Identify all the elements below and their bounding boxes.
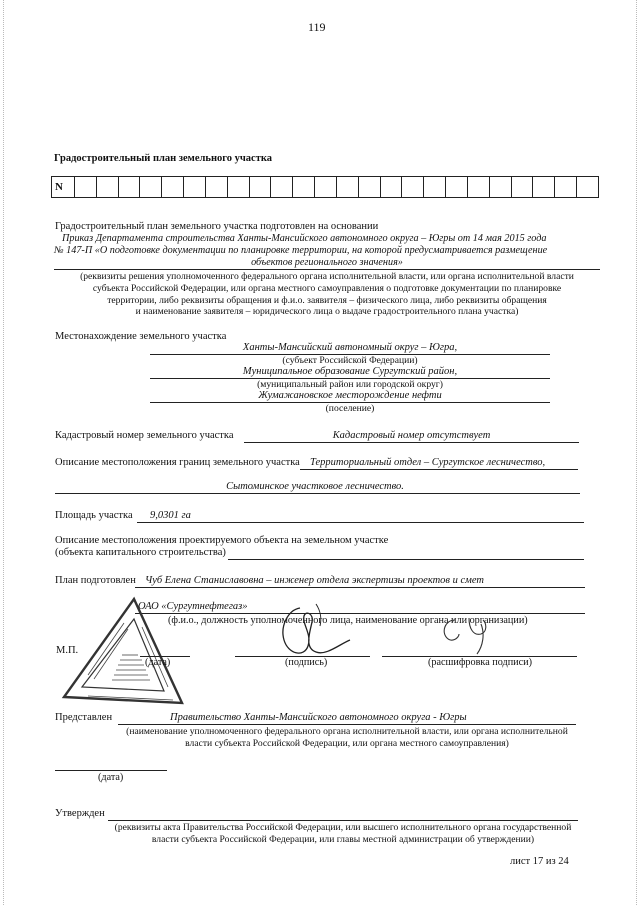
basis-heading: Градостроительный план земельного участка подготовлен на основании: [55, 221, 379, 232]
basis-line-1: Приказ Департамента строительства Ханты-Мансийского автономного округа – Югры от 14 мая 2015 года: [62, 233, 547, 244]
location-district: Муниципальное образование Сургутский район,: [242, 366, 458, 377]
date-caption: (дата): [145, 657, 171, 668]
page-edge-left: [3, 0, 4, 905]
decode-caption: (расшифровка подписи): [428, 657, 532, 668]
area-value: 9,0301 га: [150, 510, 191, 521]
document-title: Градостроительный план земельного участка: [54, 153, 273, 164]
location-label: Местонахождение земельного участка: [55, 331, 227, 342]
location-subject: Ханты-Мансийский автономный округ – Югра,: [242, 342, 458, 353]
area-underline: [137, 522, 584, 523]
presented-underline: [118, 724, 576, 725]
boundaries-value-1: Территориальный отдел – Сургутское лесничество,: [310, 457, 546, 468]
presented-caption-2: власти субъекта Российской Федерации, или органа местного самоуправления): [185, 738, 509, 749]
number-label: N: [55, 181, 63, 193]
prepared-underline-1: [135, 587, 585, 588]
page-edge-right: [636, 0, 637, 905]
basis-line-2: № 147-П «О подготовке документации по планировке территории, на которой предусматривается размещение: [54, 245, 548, 256]
approved-caption-2: власти субъекта Российской Федерации, или главы местной администрации об утверждении): [151, 834, 535, 845]
prepared-value: Чуб Елена Станиславовна – инженер отдела экспертизы проектов и смет: [145, 575, 484, 586]
signature-scribble: [260, 600, 370, 662]
district-caption: (муниципальный район или городской округ): [257, 379, 443, 390]
settlement-caption: (поселение): [325, 403, 375, 414]
cadastral-label: Кадастровый номер земельного участка: [55, 430, 234, 441]
page-number: 119: [308, 20, 326, 34]
cadastral-underline: [244, 442, 579, 443]
project-object-underline: [228, 559, 584, 560]
boundaries-underline-2: [55, 493, 580, 494]
basis-line-3: объектов регионального значения»: [251, 257, 403, 268]
basis-caption-4: и наименование заявителя – юридического лица о выдаче градостроительного плана участка): [135, 306, 519, 317]
basis-caption-3: территории, либо реквизиты обращения и ф.и.о. заявителя – физического лица, либо реквизиты обращения: [107, 295, 547, 306]
sheet-counter: лист 17 из 24: [510, 856, 569, 867]
subject-caption: (субъект Российской Федерации): [282, 355, 418, 366]
project-object-label-2: (объекта капитального строительства): [55, 547, 226, 558]
presented-date-caption: (дата): [98, 772, 124, 783]
basis-caption-2: субъекта Российской Федерации, или органа местного самоуправления о подготовке документации по планировке: [92, 283, 562, 294]
basis-underline: [54, 269, 600, 270]
plan-number-grid[interactable]: [51, 176, 599, 198]
prepared-org-caption: (ф.и.о., должность уполномоченного лица, наименование органа или организации): [168, 615, 528, 626]
project-object-label-1: Описание местоположения проектируемого объекта на земельном участке: [55, 535, 389, 546]
signature-caption: (подпись): [285, 657, 328, 668]
prepared-label: План подготовлен: [55, 575, 136, 586]
area-label: Площадь участка: [55, 510, 133, 521]
boundaries-value-2: Сытоминское участковое лесничество.: [226, 481, 404, 492]
presented-caption-1: (наименование уполномоченного федерального органа исполнительной власти, или органа исполнительной: [126, 726, 568, 737]
approved-label: Утвержден: [55, 808, 105, 819]
boundaries-label: Описание местоположения границ земельного участка: [55, 457, 300, 468]
approved-caption-1: (реквизиты акта Правительства Российской Федерации, или высшего исполнительного органа государственной: [114, 822, 572, 833]
boundaries-underline-1: [300, 469, 578, 470]
signature-initials: [435, 612, 505, 657]
cadastral-value: Кадастровый номер отсутствует: [332, 430, 491, 441]
approved-underline: [108, 820, 578, 821]
presented-value: Правительство Ханты-Мансийского автономного округа - Югры: [170, 712, 467, 723]
mp-label: М.П.: [56, 645, 79, 656]
presented-date-underline: [55, 770, 167, 771]
basis-caption-1: (реквизиты решения уполномоченного федерального органа исполнительной власти, или органа исполнительной власти: [80, 271, 574, 282]
presented-label: Представлен: [55, 712, 113, 723]
location-settlement: Жумажановское месторождение нефти: [258, 390, 442, 401]
prepared-org: ОАО «Сургутнефтегаз»: [138, 601, 248, 612]
